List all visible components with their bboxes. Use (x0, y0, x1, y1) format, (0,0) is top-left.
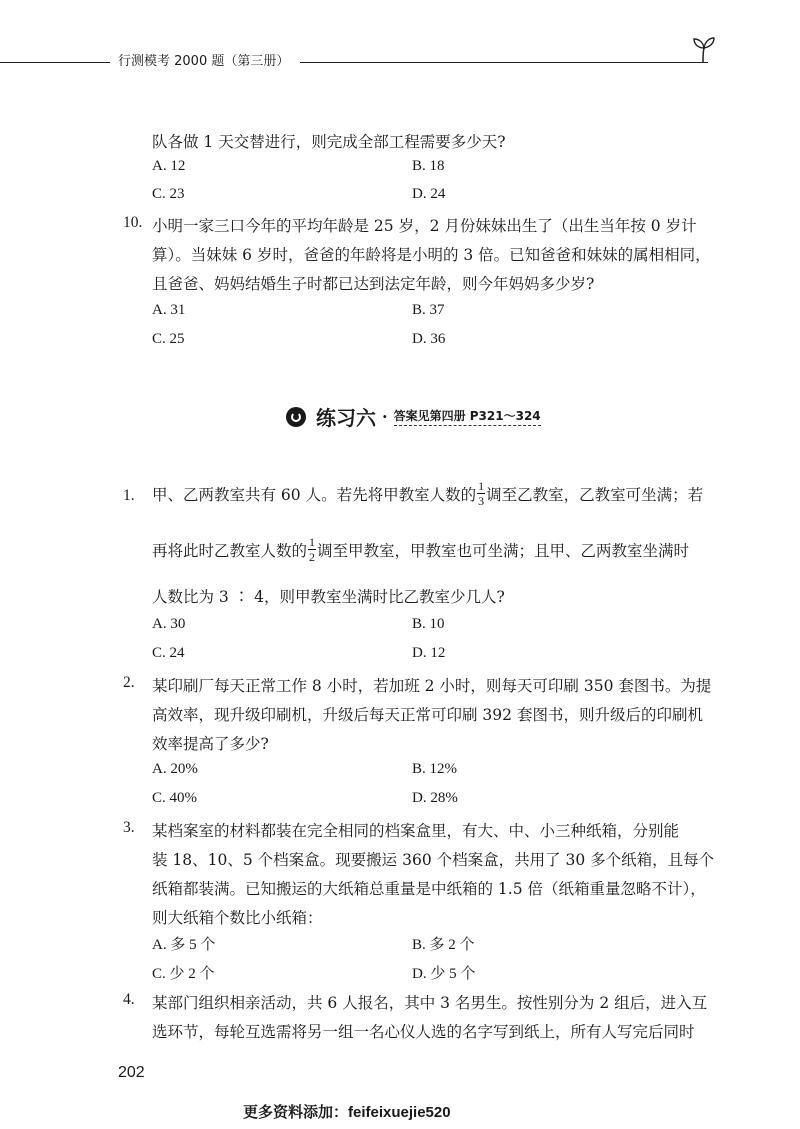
question-text-line (152, 536, 689, 563)
question-text-line: 则大纸箱个数比小纸箱： (152, 909, 323, 927)
question-text-line: 算）。当妹妹 6 岁时，爸爸的年龄将是小明的 3 倍。已知爸爸和妹妹的属相相同， (152, 246, 711, 264)
prev-option-c: C. 23 (152, 186, 185, 202)
q3-option-d: D. 少 5 个 (412, 966, 476, 982)
header-rule-right (300, 62, 708, 63)
question-text-line: 装 18、10、5 个档案盒。现要搬运 360 个档案盒，共用了 30 多个纸箱，且每个 (152, 851, 715, 869)
prev-option-a: A. 12 (152, 158, 186, 174)
fraction-one-third (477, 480, 485, 507)
q10-option-c: C. 25 (152, 331, 185, 347)
prev-question-continuation: 队各做 1 天交替进行，则完成全部工程需要多少天? (152, 133, 506, 151)
question-number: 2. (123, 674, 135, 691)
question-text-line: 效率提高了多少? (152, 735, 269, 753)
footer-note (243, 1101, 451, 1122)
section-title: 练习六 (316, 406, 376, 430)
question-text-line: 且爸爸、妈妈结婚生子时都已达到法定年龄，则今年妈妈多少岁? (152, 275, 595, 293)
q1-option-c: C. 24 (152, 645, 185, 661)
fraction-numerator: 1 (309, 535, 316, 549)
q1-line2-text-end: 调至甲教室，甲教室也可坐满；且甲、乙两教室坐满时 (317, 541, 690, 560)
question-number: 1. (123, 487, 135, 504)
q2-option-c: C. 40% (152, 790, 197, 806)
section-badge-icon (286, 407, 306, 427)
q1-line2-text: 再将此时乙教室人数的 (152, 541, 308, 560)
fraction-one-half (308, 536, 316, 563)
q1-line1-text-end: 调至乙教室，乙教室可坐满；若 (486, 485, 704, 504)
fraction-denominator: 2 (309, 550, 316, 564)
question-text-line: 某印刷厂每天正常工作 8 小时，若加班 2 小时，则每天可印刷 350 套图书。为提 (152, 677, 712, 695)
fraction-denominator: 3 (478, 494, 485, 508)
q10-option-b: B. 37 (412, 302, 445, 318)
q3-option-c: C. 少 2 个 (152, 966, 215, 982)
fraction-numerator: 1 (478, 479, 485, 493)
sprout-icon (688, 34, 718, 64)
question-number: 4. (123, 991, 135, 1008)
q3-option-a: A. 多 5 个 (152, 937, 216, 953)
q3-option-b: B. 多 2 个 (412, 937, 475, 953)
header-rule-left (0, 62, 110, 63)
q1-option-d: D. 12 (412, 645, 446, 661)
q2-option-b: B. 12% (412, 761, 457, 777)
question-number: 3. (123, 819, 135, 836)
answer-reference: 答案见第四册 P321～324 (394, 407, 541, 426)
question-text-line: 纸箱都装满。已知搬运的大纸箱总重量是中纸箱的 1.5 倍（纸箱重量忽略不计）， (152, 880, 706, 898)
question-text-line: 人数比为 3 ∶ 4，则甲教室坐满时比乙教室少几人? (152, 588, 505, 606)
q2-option-d: D. 28% (412, 790, 458, 806)
page-number: 202 (118, 1064, 145, 1081)
question-text-line: 某档案室的材料都装在完全相同的档案盒里，有大、中、小三种纸箱，分别能 (152, 822, 680, 840)
question-text-line: 选环节，每轮互选需将另一组一名心仪人选的名字写到纸上，所有人写完后同时 (152, 1023, 695, 1041)
question-text-line: 小明一家三口今年的平均年龄是 25 岁，2 月份妹妹出生了（出生当年按 0 岁计 (152, 217, 697, 235)
running-header-title: 行测模考 2000 题（第三册） (118, 54, 290, 69)
q1-option-b: B. 10 (412, 616, 445, 632)
prev-option-d: D. 24 (412, 186, 446, 202)
footer-prefix: 更多资料添加： (243, 1103, 349, 1121)
question-number: 10. (123, 214, 143, 231)
question-text-line: 高效率，现升级印刷机，升级后每天正常可印刷 392 套图书，则升级后的印刷机 (152, 706, 703, 724)
question-text-line (152, 480, 703, 507)
q2-option-a: A. 20% (152, 761, 198, 777)
q10-option-a: A. 31 (152, 302, 186, 318)
section-heading (286, 402, 541, 431)
footer-contact-id: feifeixuejie520 (348, 1104, 451, 1121)
question-text-line: 某部门组织相亲活动，共 6 人报名，其中 3 名男生。按性别分为 2 组后，进入互 (152, 994, 708, 1012)
q1-option-a: A. 30 (152, 616, 186, 632)
q1-line1-text: 甲、乙两教室共有 60 人。若先将甲教室人数的 (152, 485, 477, 504)
prev-option-b: B. 18 (412, 158, 445, 174)
q10-option-d: D. 36 (412, 331, 446, 347)
section-separator: · (382, 407, 388, 426)
